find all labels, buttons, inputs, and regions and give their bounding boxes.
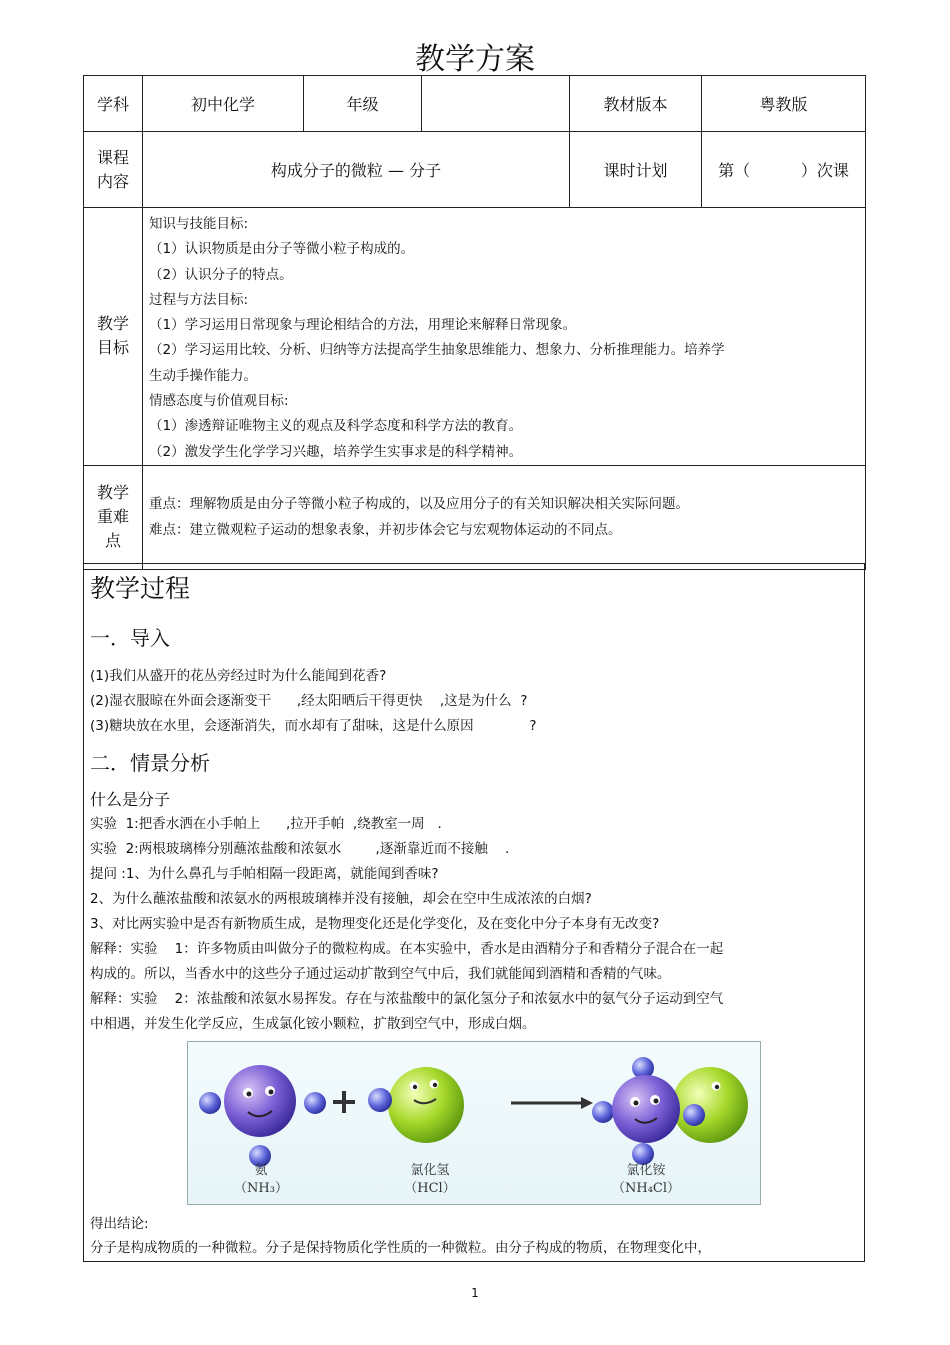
scenario-line: 实验 1:把香水洒在小手帕上 ,拉开手帕 ,绕教室一周 . [90, 816, 442, 832]
content-label: 课程 内容 [84, 132, 143, 208]
ammonium-chloride-molecule [592, 1057, 748, 1165]
plan-label: 课时计划 [570, 132, 702, 208]
goal-line: 知识与技能目标: [149, 216, 249, 232]
reaction-arrow-icon [511, 1097, 593, 1109]
scenario-line: 中相遇，并发生化学反应，生成氯化铵小颗粒，扩散到空气中，形成白烟。 [90, 1016, 536, 1032]
intro-question: (3)糖块放在水里，会逐渐消失，而水却有了甜味，这是什么原因 ? [90, 718, 537, 734]
conclusion-label: 得出结论: [90, 1216, 149, 1232]
goal-line: （1）认识物质是由分子等微小粒子构成的。 [149, 241, 415, 258]
section-scenario-heading: 二．情景分析 [90, 751, 210, 775]
subject-label: 学科 [84, 76, 143, 132]
keypoint-line: 重点：理解物质是由分子等微小粒子构成的，以及应用分子的有关知识解决相关实际问题。 [149, 496, 689, 513]
goal-line: （2）认识分子的特点。 [149, 266, 293, 283]
plan-value: 第（ ）次课 [702, 132, 866, 208]
goals-label: 教学 目标 [84, 208, 143, 466]
ammonia-label: 氨 （NH₃） [234, 1163, 288, 1196]
hcl-label: 氯化氢 （HCl） [404, 1163, 456, 1196]
scenario-line: 解释：实验 2：浓盐酸和浓氨水易挥发。存在与浓盐酸中的氯化氢分子和浓氨水中的氨气分子运动到空气 [90, 991, 724, 1007]
scenario-line: 构成的。所以，当香水中的这些分子通过运动扩散到空气中后，我们就能闻到酒精和香精的气味。 [90, 966, 671, 982]
intro-question: (1)我们从盛开的花丛旁经过时为什么能闻到花香? [90, 668, 387, 684]
plus-icon [333, 1091, 355, 1113]
grade-label: 年级 [304, 76, 422, 132]
section-intro-heading: 一．导入 [90, 626, 170, 650]
ammonium-chloride-label: 氯化铵 （NH₄Cl） [611, 1163, 681, 1196]
keypoint-line: 难点：建立微观粒子运动的想象表象，并初步体会它与宏观物体运动的不同点。 [149, 522, 622, 539]
goal-line: 情感态度与价值观目标: [149, 393, 289, 410]
goals-content [143, 208, 866, 466]
scenario-line: 3、对比两实验中是否有新物质生成，是物理变化还是化学变化，及在变化中分子本身有无改变? [90, 916, 660, 932]
edition-value: 粤教版 [702, 76, 866, 132]
scenario-line: 提问 :1、为什么鼻孔与手帕相隔一段距离，就能闻到香味? [90, 866, 439, 882]
content-value: 构成分子的微粒 — 分子 [143, 132, 570, 208]
reaction-illustration [187, 1041, 761, 1205]
subject-value: 初中化学 [143, 76, 304, 132]
conclusion-text: 分子是构成物质的一种微粒。分子是保持物质化学性质的一种微粒。由分子构成的物质，在物理变化中， [90, 1240, 711, 1256]
grade-value [422, 76, 570, 132]
hydrogen-chloride-molecule [368, 1067, 464, 1143]
goal-line: 过程与方法目标: [149, 291, 249, 308]
page-number: 1 [471, 1286, 479, 1300]
goal-line: （1）学习运用日常现象与理论相结合的方法，用理论来解释日常现象。 [149, 317, 577, 334]
keypoints-label: 教学 重难 点 [84, 465, 143, 569]
subsection-heading: 什么是分子 [90, 790, 171, 809]
goal-line: （1）渗透辩证唯物主义的观点及科学态度和科学方法的教育。 [149, 418, 523, 435]
ammonia-molecule [199, 1065, 326, 1167]
intro-question: (2)湿衣服晾在外面会逐渐变干 ,经太阳晒后干得更快 ,这是为什么 ? [90, 693, 528, 709]
process-heading: 教学过程 [90, 574, 191, 603]
page-title: 教学方案 [415, 42, 535, 77]
edition-label: 教材版本 [570, 76, 702, 132]
goal-line: （2）激发学生化学学习兴趣，培养学生实事求是的科学精神。 [149, 443, 523, 460]
scenario-line: 解释：实验 1：许多物质由叫做分子的微粒构成。在本实验中，香水是由酒精分子和香精分子混合在一起 [90, 941, 724, 957]
lesson-info-table [83, 75, 866, 570]
goal-line: （2）学习运用比较、分析、归纳等方法提高学生抽象思维能力、想象力、分析推理能力。培养学 [149, 342, 725, 359]
goal-line: 生动手操作能力。 [149, 367, 257, 384]
teaching-process-box [83, 563, 865, 1262]
scenario-line: 2、为什么蘸浓盐酸和浓氨水的两根玻璃棒并没有接触，却会在空中生成浓浓的白烟? [90, 891, 592, 907]
scenario-line: 实验 2:两根玻璃棒分别蘸浓盐酸和浓氨水 ,逐渐靠近而不接触 . [90, 841, 510, 857]
keypoints-content [143, 465, 866, 569]
